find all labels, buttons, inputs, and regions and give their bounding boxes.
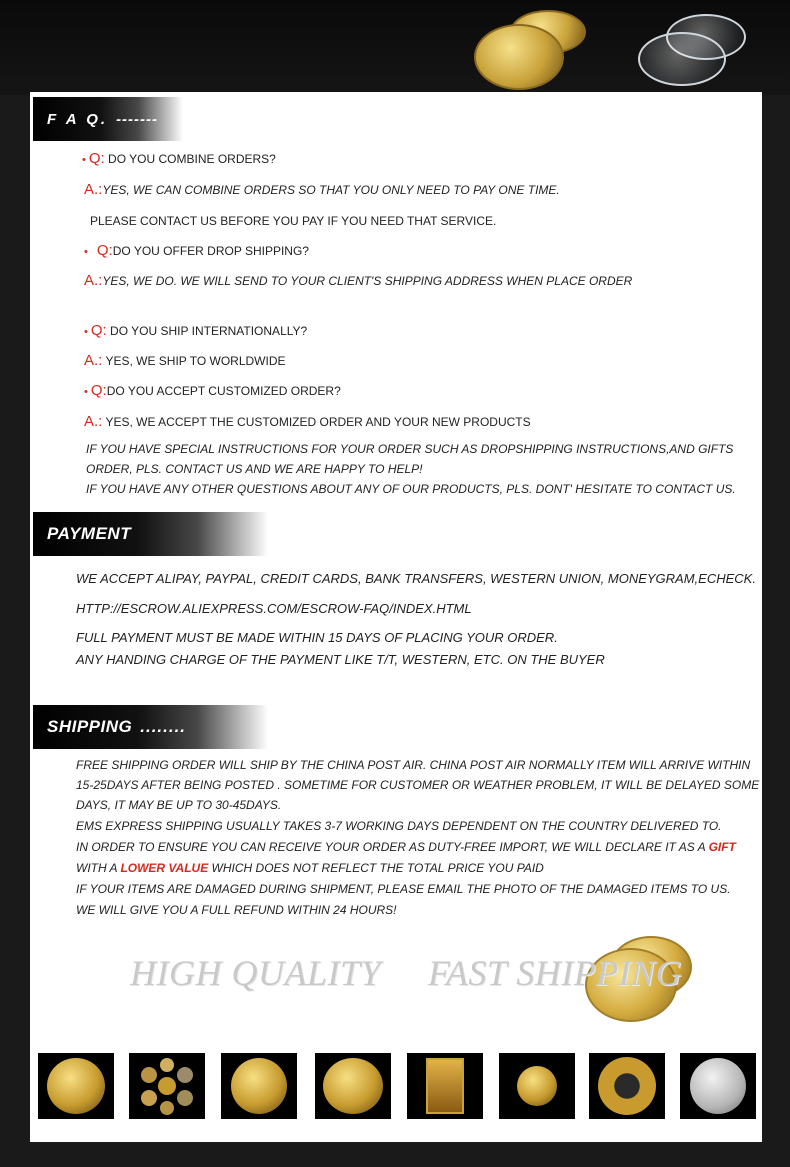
product-thumbnail[interactable]: [680, 1053, 756, 1119]
shipping-damage-line-1: IF YOUR ITEMS ARE DAMAGED DURING SHIPMENT, PLEASE EMAIL THE PHOTO OF THE DAMAGED ITEMS TO US.: [76, 882, 731, 896]
product-thumbnail[interactable]: [129, 1053, 205, 1119]
payment-heading: PAYMENT: [33, 512, 268, 556]
faq-question-4: • Q:DO YOU ACCEPT CUSTOMIZED ORDER?: [84, 382, 341, 399]
faq-answer-3: A.: YES, WE SHIP TO WORLDWIDE: [84, 352, 286, 369]
shipping-damage-line-2: WE WILL GIVE YOU A FULL REFUND WITHIN 24 HOURS!: [76, 903, 397, 917]
slogan-fast-shipping: FAST SHIPPING: [428, 953, 683, 993]
header-band: [0, 0, 790, 95]
gold-coin-stack-image: [470, 8, 590, 98]
payment-line-2: HTTP://ESCROW.ALIEXPRESS.COM/ESCROW-FAQ/INDEX.HTML: [76, 601, 472, 616]
shipping-value-line: WITH A LOWER VALUE WHICH DOES NOT REFLECT THE TOTAL PRICE YOU PAID: [76, 861, 544, 875]
faq-note-1: IF YOU HAVE SPECIAL INSTRUCTIONS FOR YOUR ORDER SUCH AS DROPSHIPPING INSTRUCTIONS,AND GIFTS: [86, 442, 734, 456]
faq-note-2: ORDER, PLS. CONTACT US AND WE ARE HAPPY TO HELP!: [86, 462, 423, 476]
product-thumbnail[interactable]: [499, 1053, 575, 1119]
product-thumbnail-strip: [0, 1053, 790, 1125]
shipping-line-1: FREE SHIPPING ORDER WILL SHIP BY THE CHINA POST AIR. CHINA POST AIR NORMALLY ITEM WILL ARRIVE WITHIN: [76, 758, 751, 772]
faq-note-3: IF YOU HAVE ANY OTHER QUESTIONS ABOUT ANY OF OUR PRODUCTS, PLS. DONT' HESITATE TO CONTACT US.: [86, 482, 736, 496]
shipping-heading: SHIPPING ........: [33, 705, 268, 749]
shipping-line-3: DAYS, IT MAY BE UP TO 30-45DAYS.: [76, 798, 282, 812]
faq-heading: F A Q. -------: [33, 97, 183, 141]
faq-answer-2: A.:YES, WE DO. WE WILL SEND TO YOUR CLIENT'S SHIPPING ADDRESS WHEN PLACE ORDER: [84, 272, 633, 289]
payment-line-4: ANY HANDING CHARGE OF THE PAYMENT LIKE T/T, WESTERN, ETC. ON THE BUYER: [76, 652, 605, 667]
payment-line-3: FULL PAYMENT MUST BE MADE WITHIN 15 DAYS OF PLACING YOUR ORDER.: [76, 630, 558, 645]
lower-value-highlight: LOWER VALUE: [120, 861, 209, 875]
faq-question-3: • Q: DO YOU SHIP INTERNATIONALLY?: [84, 322, 308, 339]
product-thumbnail[interactable]: [315, 1053, 391, 1119]
slogan-high-quality: HIGH QUALITY: [130, 953, 382, 993]
shipping-line-4: EMS EXPRESS SHIPPING USUALLY TAKES 3-7 WORKING DAYS DEPENDENT ON THE COUNTRY DELIVERED TO.: [76, 819, 722, 833]
gift-highlight: GIFT: [708, 840, 736, 854]
faq-question-1: • Q: DO YOU COMBINE ORDERS?: [82, 150, 276, 167]
product-thumbnail[interactable]: [407, 1053, 483, 1119]
faq-answer-1-extra: PLEASE CONTACT US BEFORE YOU PAY IF YOU NEED THAT SERVICE.: [90, 214, 497, 228]
product-thumbnail[interactable]: [38, 1053, 114, 1119]
product-thumbnail[interactable]: [221, 1053, 297, 1119]
shipping-declare-line: IN ORDER TO ENSURE YOU CAN RECEIVE YOUR ORDER AS DUTY-FREE IMPORT, WE WILL DECLARE IT AS A GIFT: [76, 840, 736, 854]
faq-question-2: • Q:DO YOU OFFER DROP SHIPPING?: [84, 242, 309, 259]
coin-capsule-image: [636, 14, 746, 84]
faq-answer-4: A.: YES, WE ACCEPT THE CUSTOMIZED ORDER AND YOUR NEW PRODUCTS: [84, 413, 531, 430]
faq-answer-1: A.:YES, WE CAN COMBINE ORDERS SO THAT YOU ONLY NEED TO PAY ONE TIME.: [84, 181, 560, 198]
product-thumbnail[interactable]: [589, 1053, 665, 1119]
payment-line-1: WE ACCEPT ALIPAY, PAYPAL, CREDIT CARDS, BANK TRANSFERS, WESTERN UNION, MONEYGRAM,ECHECK.: [76, 571, 756, 586]
shipping-line-2: 15-25DAYS AFTER BEING POSTED . SOMETIME FOR CUSTOMER OR WEATHER PROBLEM, IT WILL BE DELAYED SOME: [76, 778, 760, 792]
